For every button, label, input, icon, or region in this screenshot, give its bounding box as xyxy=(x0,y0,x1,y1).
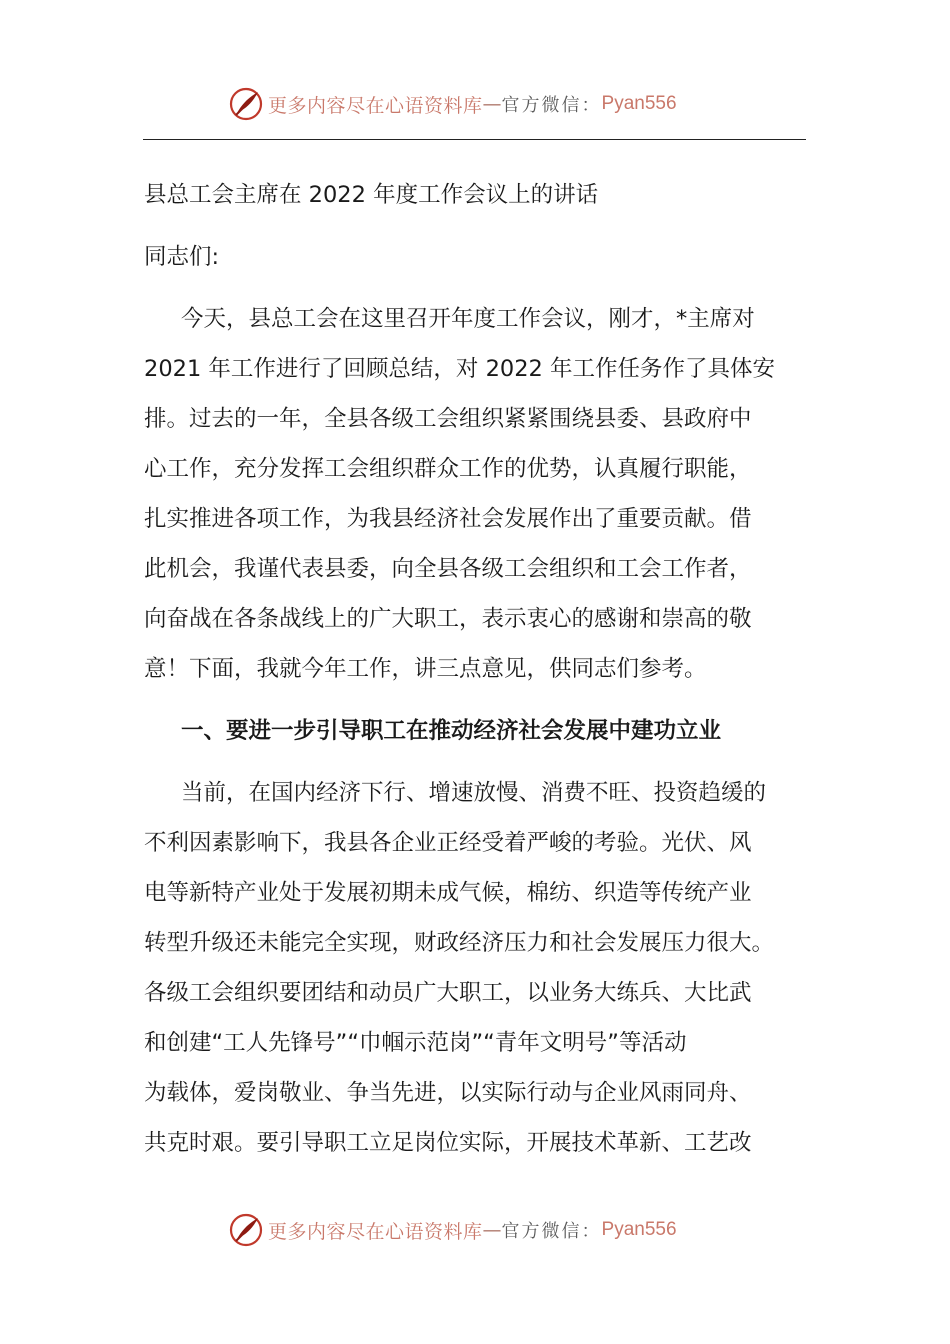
banner-dash: — xyxy=(482,93,502,115)
paragraph-line: 排。过去的一年，全县各级工会组织紧紧围绕县委、县政府中 xyxy=(144,406,752,432)
banner-slogan: 更多内容尽在心语资料库 xyxy=(268,94,483,117)
paragraph-line: 各级工会组织要团结和动员广大职工，以业务大练兵、大比武 xyxy=(144,980,752,1006)
paragraph-line: 共克时艰。要引导职工立足岗位实际，开展技术革新、工艺改 xyxy=(144,1130,752,1156)
quill-logo-icon xyxy=(228,1212,264,1248)
paragraph-line: 当前，在国内经济下行、增速放慢、消费不旺、投资趋缓的 xyxy=(181,780,767,806)
paragraph-line: 和创建“工人先锋号”“巾帼示范岗”“青年文明号”等活动 xyxy=(144,1030,687,1056)
section-heading-1: 一、要进一步引导职工在推动经济社会发展中建功立业 xyxy=(181,718,722,744)
paragraph-line: 向奋战在各条战线上的广大职工，表示衷心的感谢和崇高的敬 xyxy=(144,606,752,632)
banner-wechat-label: 官方微信： xyxy=(501,95,602,116)
banner-dash: — xyxy=(482,1219,502,1241)
paragraph-line: 意！下面，我就今年工作，讲三点意见，供同志们参考。 xyxy=(144,656,707,682)
paragraph-line: 转型升级还未能完全实现，财政经济压力和社会发展压力很大。 xyxy=(144,930,775,956)
salutation: 同志们: xyxy=(144,244,220,270)
header-banner xyxy=(228,84,677,124)
banner-slogan: 更多内容尽在心语资料库 xyxy=(268,1220,483,1243)
banner-wechat-id: Pyan556 xyxy=(601,1219,677,1240)
banner-wechat-id: Pyan556 xyxy=(601,93,677,114)
paragraph-line: 心工作，充分发挥工会组织群众工作的优势，认真履行职能， xyxy=(144,456,752,482)
paragraph-line: 此机会，我谨代表县委，向全县各级工会组织和工会工作者， xyxy=(144,556,752,582)
paragraph-line: 电等新特产业处于发展初期未成气候，棉纺、织造等传统产业 xyxy=(144,880,752,906)
quill-logo-icon xyxy=(228,86,264,122)
document-title: 县总工会主席在 2022 年度工作会议上的讲话 xyxy=(144,182,599,208)
header-rule xyxy=(143,139,806,140)
paragraph-line: 扎实推进各项工作，为我县经济社会发展作出了重要贡献。借 xyxy=(144,506,752,532)
footer-banner xyxy=(228,1210,677,1250)
paragraph-section-1 xyxy=(144,768,808,1168)
paragraph-line: 2021 年工作进行了回顾总结，对 2022 年工作任务作了具体安 xyxy=(144,356,775,382)
paragraph-line: 今天，县总工会在这里召开年度工作会议，刚才，*主席对 xyxy=(181,306,755,332)
document-body xyxy=(144,170,808,1168)
banner-wechat-label: 官方微信： xyxy=(501,1221,602,1242)
paragraph-line: 不利因素影响下，我县各企业正经受着严峻的考验。光伏、风 xyxy=(144,830,752,856)
paragraph-line: 为载体，爱岗敬业、争当先进，以实际行动与企业风雨同舟、 xyxy=(144,1080,752,1106)
paragraph-intro xyxy=(144,294,808,694)
